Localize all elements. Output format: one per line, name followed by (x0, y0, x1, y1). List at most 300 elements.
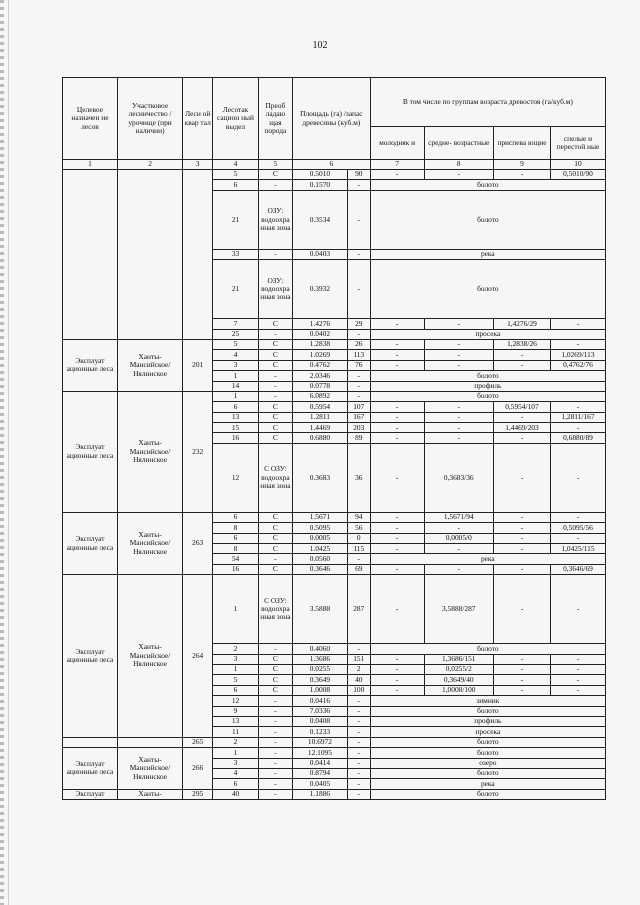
header-age-groups: В том числе по группам возраста древостоя (га/куб.м) (370, 78, 605, 127)
section-cell: 1 (213, 575, 259, 644)
middle-aged-cell: - (424, 523, 493, 533)
quarter-cell: 295 (183, 789, 213, 799)
species-cell: С (258, 685, 292, 695)
species-cell: - (258, 748, 292, 758)
stock-cell: - (347, 371, 370, 381)
young-cell: - (370, 360, 424, 370)
middle-aged-cell: - (424, 319, 493, 329)
quarter-cell (183, 170, 213, 340)
land-type-cell: профиль (370, 716, 605, 726)
species-cell: - (258, 768, 292, 778)
stock-cell: - (347, 391, 370, 401)
table-row (63, 789, 606, 799)
area-cell: 0.4762 (292, 360, 347, 370)
stock-cell: 107 (347, 402, 370, 412)
stock-cell: 167 (347, 412, 370, 422)
stock-cell: - (347, 644, 370, 654)
mature-cell: - (550, 654, 605, 664)
mature-cell: - (550, 402, 605, 412)
stock-cell: - (347, 768, 370, 778)
area-cell: 6.0892 (292, 391, 347, 401)
stock-cell: 69 (347, 564, 370, 574)
section-cell: 15 (213, 423, 259, 433)
stock-cell: 76 (347, 360, 370, 370)
table-row (63, 748, 606, 758)
area-cell: 0.1233 (292, 727, 347, 737)
land-type-cell: болото (370, 789, 605, 799)
area-cell: 0.3683 (292, 443, 347, 512)
middle-aged-cell: - (424, 360, 493, 370)
middle-aged-cell: - (424, 170, 493, 180)
species-cell: - (258, 696, 292, 706)
quarter-cell: 263 (183, 512, 213, 574)
middle-aged-cell: - (424, 339, 493, 349)
stock-cell: 94 (347, 512, 370, 522)
maturing-cell: - (493, 443, 550, 512)
section-cell: 4 (213, 350, 259, 360)
section-cell: 6 (213, 685, 259, 695)
maturing-cell: 1,2838/26 (493, 339, 550, 349)
forestry-cell (117, 737, 182, 747)
species-cell: - (258, 706, 292, 716)
stock-cell: - (347, 260, 370, 319)
young-cell: - (370, 664, 424, 674)
mature-cell: 1,0269/113 (550, 350, 605, 360)
mature-cell: 0,6880/89 (550, 433, 605, 443)
maturing-cell: 0,5954/107 (493, 402, 550, 412)
forestry-cell: Ханты- Мансийское/ Нялинское (117, 391, 182, 512)
section-cell: 16 (213, 564, 259, 574)
stock-cell: 36 (347, 443, 370, 512)
maturing-cell: - (493, 575, 550, 644)
header-purpose: Целевое назначен ие лесов (63, 78, 118, 160)
mature-cell: - (550, 512, 605, 522)
table-row (63, 170, 606, 180)
forestry-cell: Ханты- Мансийское/ Нялинское (117, 575, 182, 738)
young-cell: - (370, 402, 424, 412)
column-number: 2 (117, 160, 182, 170)
species-cell: С (258, 654, 292, 664)
section-cell: 9 (213, 706, 259, 716)
area-cell: 0.4060 (292, 644, 347, 654)
land-type-cell: болото (370, 748, 605, 758)
section-cell: 1 (213, 748, 259, 758)
column-number: 3 (183, 160, 213, 170)
stock-cell: - (347, 779, 370, 789)
section-cell: 4 (213, 768, 259, 778)
section-cell: 16 (213, 433, 259, 443)
header-section: Лесотак сацион ный выдел (213, 78, 259, 160)
column-number: 7 (370, 160, 424, 170)
maturing-cell: - (493, 654, 550, 664)
maturing-cell: - (493, 170, 550, 180)
area-cell: 0.1570 (292, 180, 347, 190)
stock-cell: - (347, 727, 370, 737)
stock-cell: - (347, 696, 370, 706)
maturing-cell: - (493, 685, 550, 695)
forestry-cell: Ханты- Мансийское/ Нялинское (117, 339, 182, 391)
land-type-cell: просека (370, 329, 605, 339)
stock-cell: 56 (347, 523, 370, 533)
area-cell: 1.2838 (292, 339, 347, 349)
section-cell: 8 (213, 544, 259, 554)
area-cell: 1.4469 (292, 423, 347, 433)
young-cell: - (370, 533, 424, 543)
species-cell: С (258, 533, 292, 543)
land-type-cell: просека (370, 727, 605, 737)
section-cell: 5 (213, 339, 259, 349)
header-forestry: Участковое лесничество /урочище (при наличии) (117, 78, 182, 160)
section-cell: 12 (213, 696, 259, 706)
stock-cell: 89 (347, 433, 370, 443)
middle-aged-cell: 1,0008/100 (424, 685, 493, 695)
middle-aged-cell: 0,3683/36 (424, 443, 493, 512)
section-cell: 6 (213, 512, 259, 522)
middle-aged-cell: 1,5671/94 (424, 512, 493, 522)
area-cell: 0.0255 (292, 664, 347, 674)
young-cell: - (370, 564, 424, 574)
young-cell: - (370, 339, 424, 349)
column-number: 4 (213, 160, 259, 170)
stock-cell: - (347, 716, 370, 726)
area-cell: 1.5671 (292, 512, 347, 522)
section-cell: 2 (213, 644, 259, 654)
header-young: молодняк и (370, 127, 424, 160)
area-cell: 0.3932 (292, 260, 347, 319)
section-cell: 1 (213, 391, 259, 401)
section-cell: 21 (213, 260, 259, 319)
species-cell: С (258, 170, 292, 180)
middle-aged-cell: 0,3649/40 (424, 675, 493, 685)
column-number: 9 (493, 160, 550, 170)
middle-aged-cell: - (424, 412, 493, 422)
area-cell: 0.8794 (292, 768, 347, 778)
purpose-cell: Эксплуат ационные леса (63, 339, 118, 391)
stock-cell: - (347, 180, 370, 190)
stock-cell: 40 (347, 675, 370, 685)
header-quarter: Лесн ой квар тал (183, 78, 213, 160)
forestry-cell: Ханты- Мансийское/ Нялинское (117, 512, 182, 574)
species-cell: - (258, 329, 292, 339)
mature-cell: 0,5095/56 (550, 523, 605, 533)
mature-cell: - (550, 575, 605, 644)
stock-cell: - (347, 554, 370, 564)
young-cell: - (370, 170, 424, 180)
maturing-cell: - (493, 412, 550, 422)
stock-cell: - (347, 789, 370, 799)
section-cell: 3 (213, 654, 259, 664)
section-cell: 13 (213, 716, 259, 726)
species-cell: - (258, 180, 292, 190)
land-type-cell: профиль (370, 381, 605, 391)
section-cell: 1 (213, 664, 259, 674)
species-cell: - (258, 554, 292, 564)
area-cell: 0.0408 (292, 716, 347, 726)
column-number: 6 (292, 160, 370, 170)
species-cell: С (258, 675, 292, 685)
species-cell: - (258, 644, 292, 654)
stock-cell: 203 (347, 423, 370, 433)
section-cell: 11 (213, 727, 259, 737)
section-cell: 5 (213, 170, 259, 180)
middle-aged-cell: 1,3686/151 (424, 654, 493, 664)
maturing-cell: - (493, 544, 550, 554)
area-cell: 1.3686 (292, 654, 347, 664)
section-cell: 8 (213, 523, 259, 533)
species-cell: - (258, 789, 292, 799)
area-cell: 0.6880 (292, 433, 347, 443)
species-cell: С (258, 433, 292, 443)
maturing-cell: - (493, 533, 550, 543)
young-cell: - (370, 675, 424, 685)
stock-cell: 90 (347, 170, 370, 180)
table-row (63, 391, 606, 401)
area-cell: 1.0008 (292, 685, 347, 695)
species-cell: С (258, 512, 292, 522)
section-cell: 25 (213, 329, 259, 339)
header-species: Преоб ладаю щая порода (258, 78, 292, 160)
mature-cell: - (550, 443, 605, 512)
section-cell: 2 (213, 737, 259, 747)
young-cell: - (370, 512, 424, 522)
land-type-cell: болото (370, 768, 605, 778)
young-cell: - (370, 575, 424, 644)
middle-aged-cell: - (424, 544, 493, 554)
area-cell: 0.3646 (292, 564, 347, 574)
species-cell: С (258, 319, 292, 329)
maturing-cell: - (493, 664, 550, 674)
young-cell: - (370, 443, 424, 512)
stock-cell: 151 (347, 654, 370, 664)
land-type-cell: болото (370, 180, 605, 190)
table-body (63, 170, 606, 800)
area-cell: 1.1886 (292, 789, 347, 799)
area-cell: 0.0778 (292, 381, 347, 391)
middle-aged-cell: - (424, 423, 493, 433)
young-cell: - (370, 544, 424, 554)
section-cell: 3 (213, 360, 259, 370)
middle-aged-cell: 0,0255/2 (424, 664, 493, 674)
section-cell: 5 (213, 675, 259, 685)
column-number: 1 (63, 160, 118, 170)
area-cell: 0.0416 (292, 696, 347, 706)
section-cell: 54 (213, 554, 259, 564)
young-cell: - (370, 350, 424, 360)
section-cell: 33 (213, 249, 259, 259)
stock-cell: 115 (347, 544, 370, 554)
stock-cell: - (347, 381, 370, 391)
table-row (63, 339, 606, 349)
stock-cell: - (347, 748, 370, 758)
area-cell: 0.0560 (292, 554, 347, 564)
maturing-cell: - (493, 523, 550, 533)
stock-cell: - (347, 249, 370, 259)
forestry-cell: Ханты- (117, 789, 182, 799)
species-cell: - (258, 737, 292, 747)
mature-cell: - (550, 423, 605, 433)
land-type-cell: болото (370, 737, 605, 747)
land-type-cell: болото (370, 391, 605, 401)
species-cell: - (258, 758, 292, 768)
header-mature: спелые и перестой ные (550, 127, 605, 160)
maturing-cell: - (493, 564, 550, 574)
area-cell: 1.0425 (292, 544, 347, 554)
stock-cell: - (347, 329, 370, 339)
area-cell: 1.0269 (292, 350, 347, 360)
forestry-cell (117, 170, 182, 340)
quarter-cell: 232 (183, 391, 213, 512)
mature-cell: - (550, 664, 605, 674)
land-type-cell: болото (370, 706, 605, 716)
species-cell: - (258, 779, 292, 789)
quarter-cell: 266 (183, 748, 213, 790)
purpose-cell: Эксплуат ационные леса (63, 512, 118, 574)
section-cell: 14 (213, 381, 259, 391)
species-cell: С (258, 412, 292, 422)
species-cell: С ОЗУ: водоохранная зона (258, 443, 292, 512)
section-cell: 6 (213, 533, 259, 543)
mature-cell: 1,0425/115 (550, 544, 605, 554)
section-cell: 3 (213, 758, 259, 768)
column-number: 10 (550, 160, 605, 170)
area-cell: 0.5095 (292, 523, 347, 533)
land-type-cell: болото (370, 260, 605, 319)
scan-margin-line (8, 0, 9, 905)
maturing-cell: 1,4469/203 (493, 423, 550, 433)
section-cell: 6 (213, 180, 259, 190)
area-cell: 10.6972 (292, 737, 347, 747)
area-cell: 0.0005 (292, 533, 347, 543)
area-cell: 7.0336 (292, 706, 347, 716)
young-cell: - (370, 654, 424, 664)
species-cell: С (258, 360, 292, 370)
stock-cell: - (347, 190, 370, 249)
section-cell: 6 (213, 402, 259, 412)
section-cell: 1 (213, 371, 259, 381)
stock-cell: - (347, 706, 370, 716)
young-cell: - (370, 423, 424, 433)
table-row (63, 575, 606, 644)
area-cell: 0.5010 (292, 170, 347, 180)
species-cell: С (258, 564, 292, 574)
area-cell: 12.1095 (292, 748, 347, 758)
area-cell: 0.0403 (292, 249, 347, 259)
stock-cell: 100 (347, 685, 370, 695)
mature-cell: 0,4762/76 (550, 360, 605, 370)
header-middle-aged: средне- возрастные (424, 127, 493, 160)
middle-aged-cell: - (424, 350, 493, 360)
area-cell: 3.5888 (292, 575, 347, 644)
species-cell: С (258, 664, 292, 674)
land-type-cell: река (370, 249, 605, 259)
middle-aged-cell: 3,5888/287 (424, 575, 493, 644)
maturing-cell: - (493, 512, 550, 522)
land-type-cell: зимник (370, 696, 605, 706)
page-number: 102 (312, 40, 328, 51)
column-number: 5 (258, 160, 292, 170)
land-type-cell: болото (370, 371, 605, 381)
middle-aged-cell: - (424, 402, 493, 412)
maturing-cell: - (493, 433, 550, 443)
species-cell: - (258, 371, 292, 381)
young-cell: - (370, 685, 424, 695)
species-cell: С (258, 402, 292, 412)
section-cell: 7 (213, 319, 259, 329)
mature-cell: - (550, 675, 605, 685)
header-maturing: приспева ющие (493, 127, 550, 160)
young-cell: - (370, 433, 424, 443)
purpose-cell: Эксплуат ационные леса (63, 748, 118, 790)
stock-cell: 287 (347, 575, 370, 644)
mature-cell: 0,3646/69 (550, 564, 605, 574)
purpose-cell: Эксплуат ационные леса (63, 575, 118, 738)
mature-cell: 0,5010/90 (550, 170, 605, 180)
area-cell: 0.5954 (292, 402, 347, 412)
area-cell: 0.0414 (292, 758, 347, 768)
area-cell: 1.4276 (292, 319, 347, 329)
column-number-row (63, 160, 606, 170)
maturing-cell: - (493, 360, 550, 370)
land-type-cell: озеро (370, 758, 605, 768)
table-row (63, 512, 606, 522)
purpose-cell: Эксплуат (63, 789, 118, 799)
mature-cell: - (550, 533, 605, 543)
species-cell: - (258, 249, 292, 259)
area-cell: 2.0346 (292, 371, 347, 381)
species-cell: С (258, 350, 292, 360)
mature-cell: - (550, 339, 605, 349)
mature-cell: - (550, 319, 605, 329)
species-cell: - (258, 727, 292, 737)
species-cell: С ОЗУ: водоохранная зона (258, 575, 292, 644)
stock-cell: 26 (347, 339, 370, 349)
land-type-cell: река (370, 779, 605, 789)
maturing-cell: 1,4276/29 (493, 319, 550, 329)
stock-cell: 113 (347, 350, 370, 360)
column-number: 8 (424, 160, 493, 170)
quarter-cell: 201 (183, 339, 213, 391)
area-cell: 0.0405 (292, 779, 347, 789)
stock-cell: 29 (347, 319, 370, 329)
species-cell: С (258, 523, 292, 533)
section-cell: 12 (213, 443, 259, 512)
stock-cell: - (347, 758, 370, 768)
middle-aged-cell: - (424, 564, 493, 574)
mature-cell: 1,2811/167 (550, 412, 605, 422)
section-cell: 21 (213, 190, 259, 249)
land-type-cell: болото (370, 190, 605, 249)
section-cell: 13 (213, 412, 259, 422)
stock-cell: 2 (347, 664, 370, 674)
maturing-cell: - (493, 675, 550, 685)
species-cell: С (258, 423, 292, 433)
young-cell: - (370, 319, 424, 329)
land-type-cell: река (370, 554, 605, 564)
land-type-cell: болото (370, 644, 605, 654)
area-cell: 1.2811 (292, 412, 347, 422)
stock-cell: - (347, 737, 370, 747)
species-cell: С (258, 339, 292, 349)
purpose-cell: Эксплуат ационные леса (63, 391, 118, 512)
header-area: Площадь (га) /запас древесины (куб.м) (292, 78, 370, 160)
section-cell: 40 (213, 789, 259, 799)
quarter-cell: 264 (183, 575, 213, 738)
species-cell: ОЗУ: водоохранная зона (258, 260, 292, 319)
area-cell: 0.3534 (292, 190, 347, 249)
area-cell: 0.0402 (292, 329, 347, 339)
maturing-cell: - (493, 350, 550, 360)
species-cell: - (258, 391, 292, 401)
